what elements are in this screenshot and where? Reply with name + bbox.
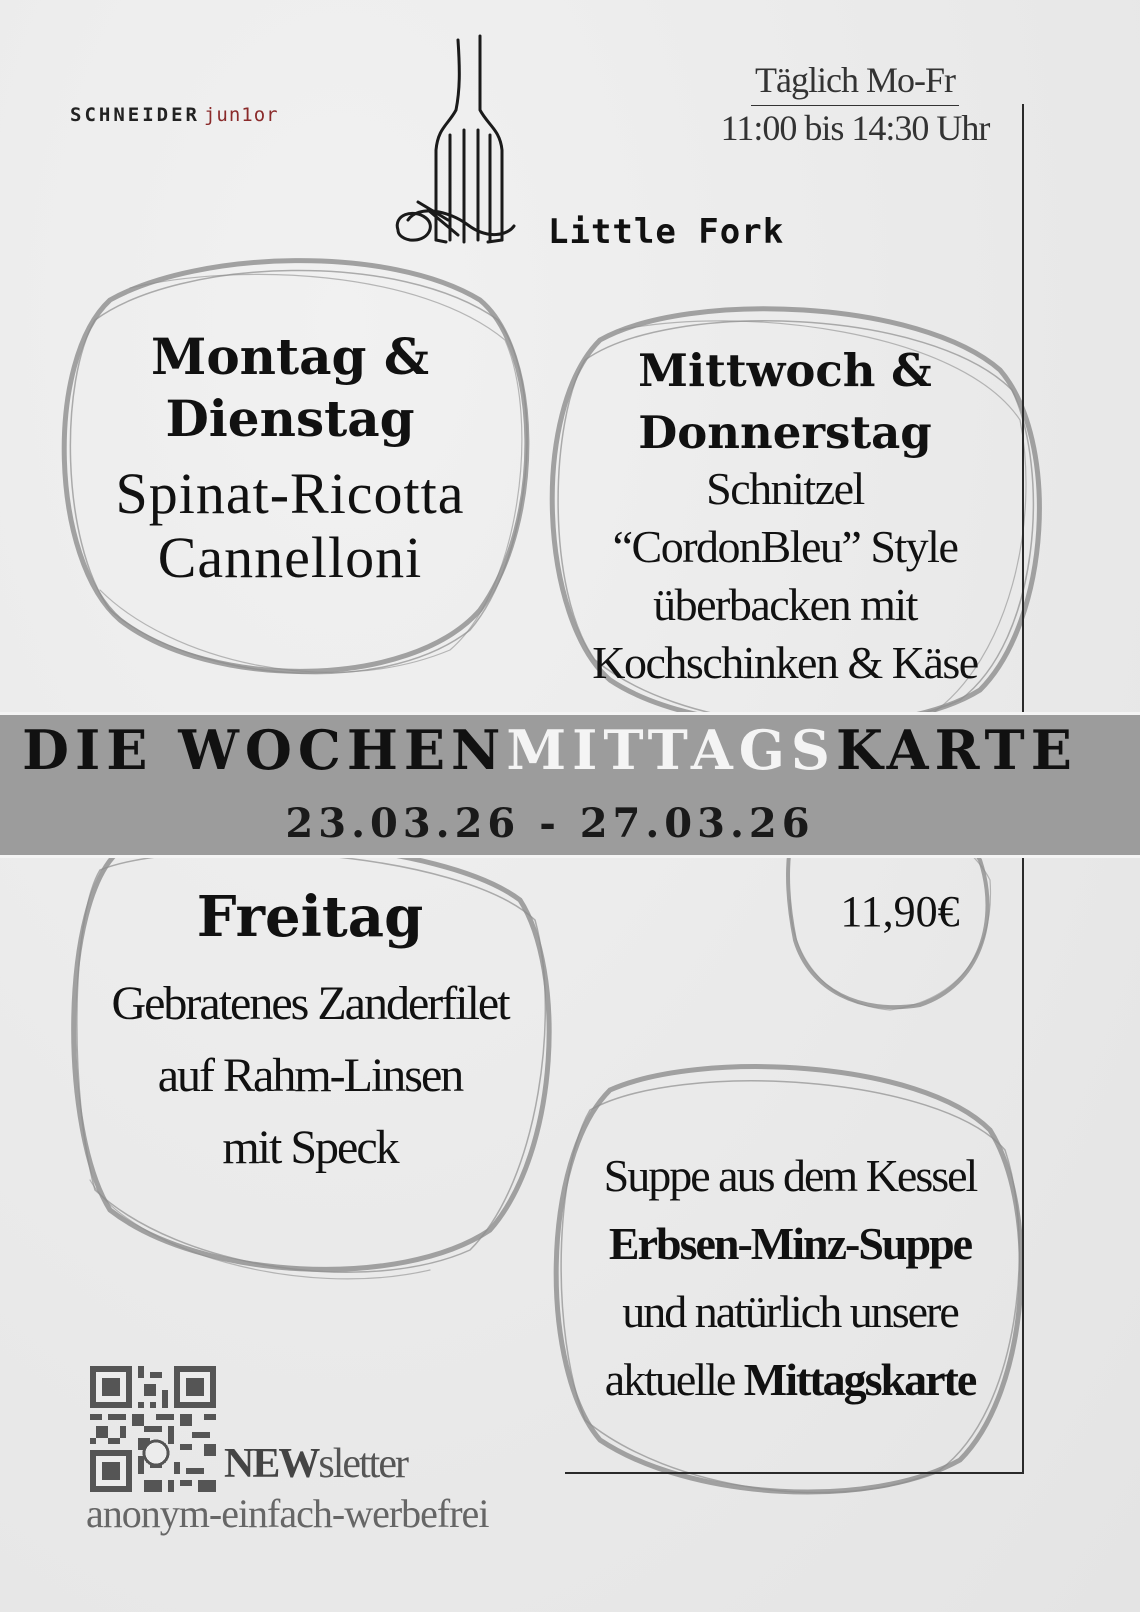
friday-dish-line3: mit Speck [222,1121,398,1174]
monday-dish-line1: Spinat-Ricotta [115,461,465,526]
friday-dish-line2: auf Rahm-Linsen [157,1049,463,1102]
soup-line3: und natürlich unsere [622,1286,958,1337]
brand-wordmark [70,104,279,126]
wednesday-dish-line1: Schnitzel [706,463,864,514]
soup-name: Erbsen-Minz-Suppe [608,1218,972,1269]
logo-subtitle: Little Fork [548,212,785,252]
soup-line4 [555,1346,1025,1414]
opening-days: Täglich Mo-Fr [751,58,959,106]
friday-dish-line1: Gebratenes Zanderfilet [111,977,509,1030]
wednesday-dish [555,460,1015,692]
menu-price: 11,90€ [840,887,960,936]
wednesday-title [565,340,1005,464]
newsletter-label [224,1440,407,1488]
opening-hours [690,58,1020,151]
brand-name: SCHNEIDER [70,104,200,126]
soup-block [555,1142,1025,1414]
wednesday-dish-line3: überbacken mit [653,579,917,630]
wednesday-title-line2: Donnerstag [638,406,932,459]
brand-accent: jun1or [203,104,279,126]
banner-title-part1: DIE WOCHEN [22,718,507,782]
banner-title-highlight: MITTAGS [506,718,836,782]
monday-dish-line2: Cannelloni [157,525,423,590]
monday-title [90,326,490,450]
newsletter-rest: sletter [318,1441,407,1487]
qr-code-icon[interactable] [90,1366,216,1492]
monday-title-line2: Dienstag [165,389,415,448]
newsletter-bold: NEW [224,1441,319,1487]
friday-title: Freitag [196,884,424,950]
wednesday-dish-line4: Kochschinken & Käse [592,637,978,688]
frame-bottom-line [565,1472,1024,1474]
monday-title-line1: Montag & [150,327,430,386]
opening-time: 11:00 bis 14:30 Uhr [720,108,990,148]
fork-icon [388,30,528,255]
soup-line4-bold: Mittagskarte [743,1354,976,1405]
soup-line1: Suppe aus dem Kessel [603,1150,977,1201]
wednesday-dish-line2: “CordonBleu” Style [612,521,958,572]
newsletter-tagline: anonym-einfach-werbefrei [86,1491,489,1536]
friday-dish [70,968,550,1184]
banner-title-part2: KARTE [835,718,1078,782]
banner-date-range: 23.03.26 - 27.03.26 [285,800,815,847]
banner-title [0,718,1100,782]
wednesday-title-line1: Mittwoch & [638,344,932,397]
monday-dish [60,462,520,590]
soup-line4-prefix: aktuelle [604,1354,735,1405]
